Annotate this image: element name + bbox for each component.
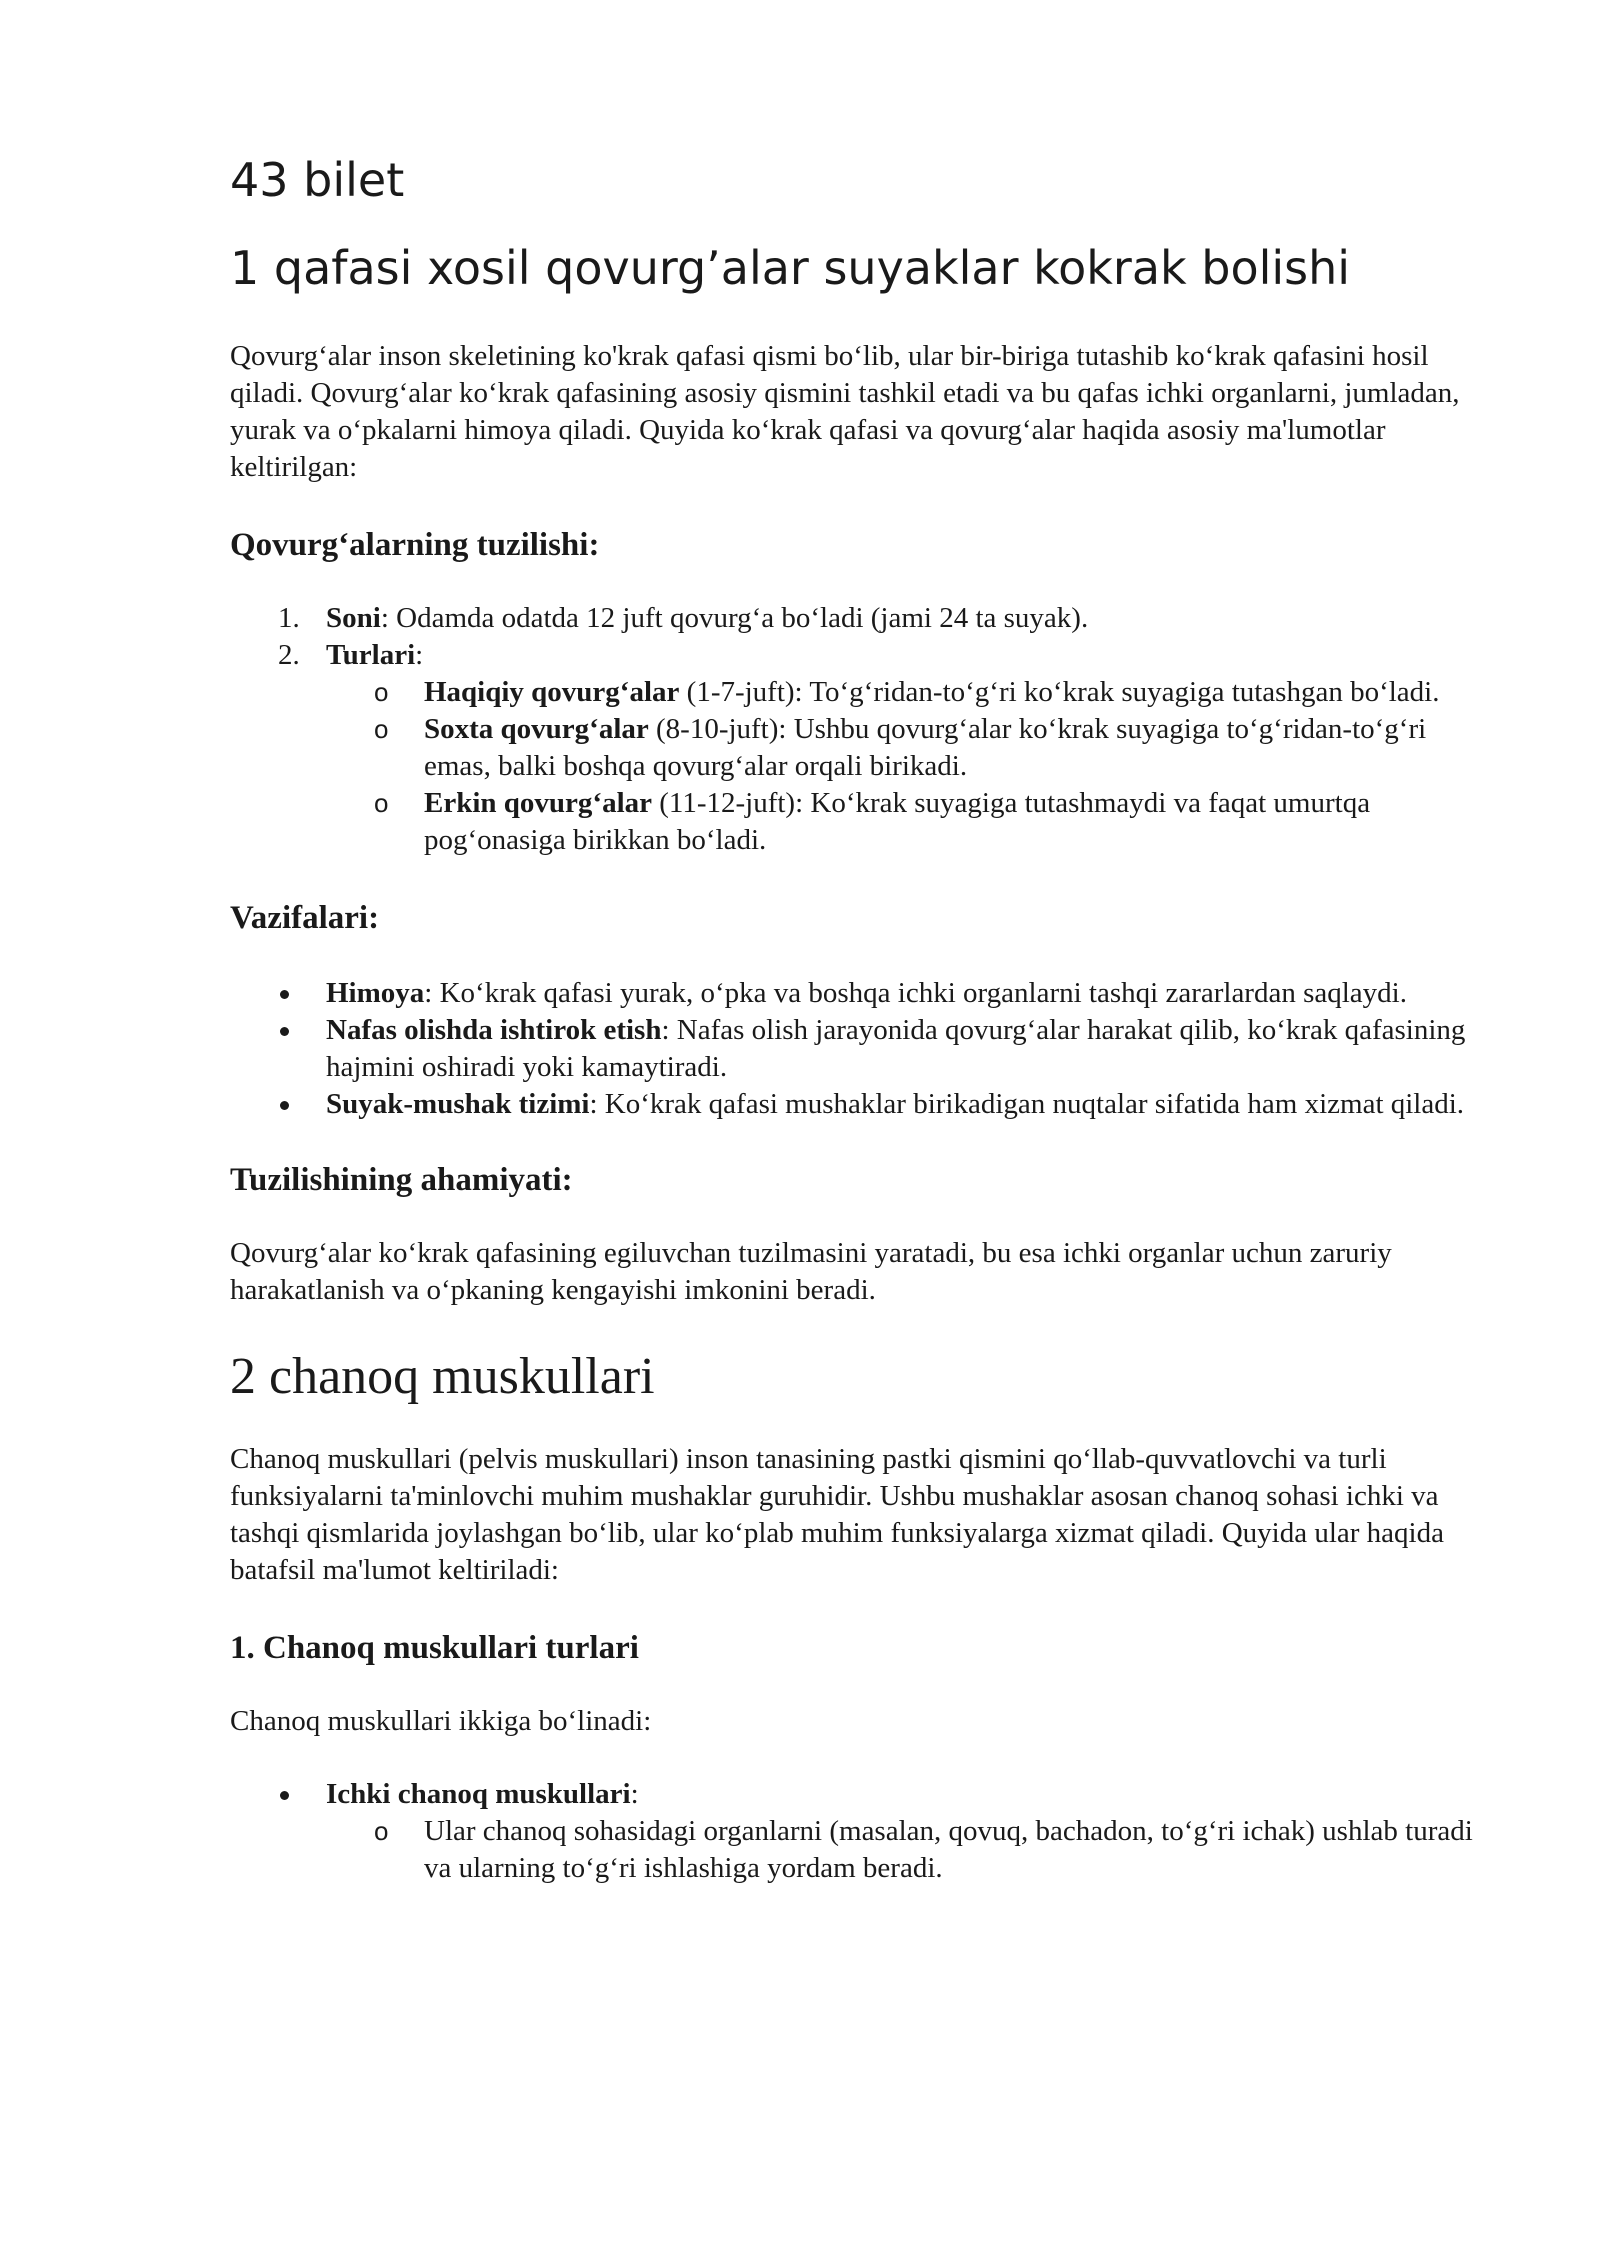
structure-heading: Qovurg‘alarning tuzilishi: [230, 527, 600, 563]
bullet-icon [280, 1791, 289, 1800]
item-term: Ichki chanoq muskullari [326, 1778, 631, 1810]
list-item [230, 637, 1490, 674]
list-item [230, 975, 1490, 1012]
section1-heading: 1 qafasi xosil qovurg’alar suyaklar kokrak bolishi [230, 241, 1351, 295]
rib-types-list [230, 674, 1490, 859]
item-text: : Ko‘krak qafasi yurak, o‘pka va boshqa ichki organlarni tashqi zararlardan saqlaydi. [424, 977, 1407, 1009]
list-item [230, 674, 1490, 711]
list-item [230, 785, 1490, 859]
bullet-icon [280, 990, 289, 999]
item-text: (8-10-juft): Ushbu qovurg‘alar ko‘krak suyagiga to‘g‘ridan-to‘g‘ri emas, balki boshqa qovurg‘alar orqali birikadi. [424, 713, 1427, 782]
sub-marker: o [374, 788, 389, 818]
list-item [230, 1776, 1490, 1813]
sub-marker: o [374, 677, 389, 707]
structure-list [230, 600, 1490, 674]
item-term: Erkin qovurg‘alar [424, 787, 652, 819]
sub-marker: o [374, 714, 389, 744]
list-item [230, 600, 1490, 637]
list-marker: 2. [278, 639, 300, 671]
importance-heading: Tuzilishining ahamiyati: [230, 1162, 573, 1198]
item-term: Nafas olishda ishtirok etish [326, 1014, 662, 1046]
list-item [230, 711, 1490, 785]
item-term: Suyak-mushak tizimi [326, 1088, 590, 1120]
bullet-icon [280, 1101, 289, 1110]
item-term: Turlari [326, 639, 416, 671]
inner-muscles-sublist [230, 1813, 1490, 1887]
section1-intro: Qovurg‘alar inson skeletining ko'krak qafasi qismi bo‘lib, ular bir-biriga tutashib ko‘krak qafasini hosil qiladi. Qovurg‘alar ko‘krak qafasining asosiy qismini tashkil etadi va bu qafas ichki organlarni, jumladan, yurak va o‘pkalarni himoya qiladi. Quyida ko‘krak qafasi va qovurg‘alar haqida asosiy ma'lumotlar keltirilgan: [230, 340, 1460, 483]
section2-intro: Chanoq muskullari (pelvis muskullari) inson tanasining pastki qismini qo‘llab-quvvatlovchi va turli funksiyalarni ta'minlovchi muhim mushaklar guruhidir. Ushbu mushaklar asosan chanoq sohasi ichki va tashqi qismlarida joylashgan bo‘lib, ular ko‘plab muhim funksiyalarga xizmat qiladi. Quyida ular haqida batafsil ma'lumot keltiriladi: [230, 1443, 1444, 1586]
list-item [230, 1012, 1490, 1086]
pelvic-types-heading: 1. Chanoq muskullari turlari [230, 1630, 639, 1666]
item-text: : Odamda odatda 12 juft qovurg‘a bo‘ladi (jami 24 ta suyak). [380, 602, 1089, 634]
item-term: Himoya [326, 977, 425, 1009]
functions-list [230, 975, 1490, 1123]
functions-heading: Vazifalari: [230, 900, 380, 936]
item-text: Ular chanoq sohasidagi organlarni (masalan, qovuq, bachadon, to‘g‘ri ichak) ushlab turadi va ularning to‘g‘ri ishlashiga yordam beradi. [424, 1815, 1473, 1884]
item-text: : [630, 1778, 639, 1810]
item-text: (1-7-juft): To‘g‘ridan-to‘g‘ri ko‘krak suyagiga tutashgan bo‘ladi. [679, 676, 1440, 708]
sub-marker: o [374, 1816, 389, 1846]
list-marker: 1. [278, 602, 300, 634]
item-text: : Ko‘krak qafasi mushaklar birikadigan nuqtalar sifatida ham xizmat qiladi. [589, 1088, 1465, 1120]
pelvic-types-intro: Chanoq muskullari ikkiga bo‘linadi: [230, 1705, 652, 1737]
item-term: Haqiqiy qovurg‘alar [424, 676, 680, 708]
item-text: : [415, 639, 424, 671]
item-term: Soni [326, 602, 381, 634]
item-text: (11-12-juft): Ko‘krak suyagiga tutashmaydi va faqat umurtqa pog‘onasiga birikkan bo‘ladi. [424, 787, 1371, 856]
list-item [230, 1086, 1490, 1123]
item-term: Soxta qovurg‘alar [424, 713, 649, 745]
list-item [230, 1813, 1490, 1887]
document-title: 43 bilet [230, 153, 405, 207]
importance-text: Qovurg‘alar ko‘krak qafasining egiluvchan tuzilmasini yaratadi, bu esa ichki organlar uchun zaruriy harakatlanish va o‘pkaning kengayishi imkonini beradi. [230, 1237, 1392, 1306]
section2-heading: 2 chanoq muskullari [230, 1348, 655, 1405]
bullet-icon [280, 1027, 289, 1036]
pelvic-types-list [230, 1776, 1490, 1813]
document-page [230, 150, 1490, 1887]
item-text: : Nafas olish jarayonida qovurg‘alar harakat qilib, ko‘krak qafasining hajmini oshiradi yoki kamaytiradi. [326, 1014, 1466, 1083]
